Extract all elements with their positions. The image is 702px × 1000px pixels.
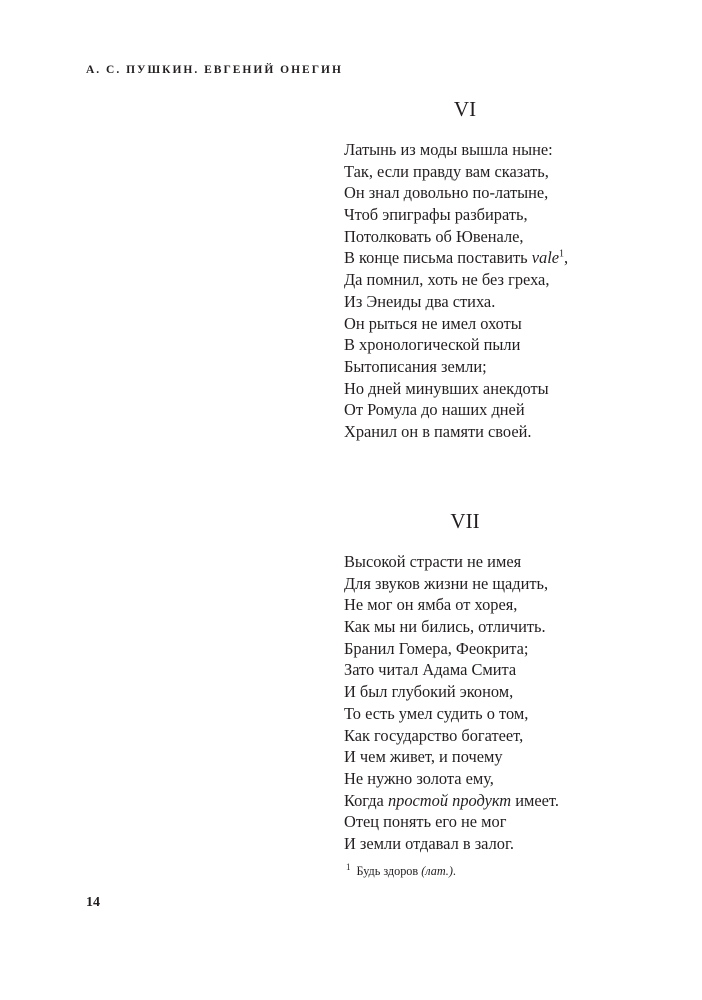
stanza-vii: [344, 508, 644, 855]
verse-line-end: имеет.: [511, 790, 559, 810]
verse-line: Он рыться не имел охоты: [344, 313, 522, 333]
verse-line-text: Когда: [344, 790, 388, 810]
footnote-italic: (лат.): [421, 864, 453, 878]
footnote-reference: 1: [559, 248, 565, 260]
verse-line: Он знал довольно по-латыне,: [344, 183, 549, 203]
verse-line: Хранил он в памяти своей.: [344, 421, 532, 441]
verse-line: Отец понять его не мог: [344, 812, 507, 832]
verse-line: И земли отдавал в залог.: [344, 833, 514, 853]
verse-line: Да помнил, хоть не без греха,: [344, 270, 550, 290]
italic-word: vale: [531, 248, 560, 268]
verse-line: Бранил Гомера, Феокрита;: [344, 638, 529, 658]
verse-line: Не нужно золота ему,: [344, 768, 494, 788]
verse-line: Но дней минувших анекдоты: [344, 378, 549, 398]
stanza-lines: [344, 139, 644, 443]
verse-line: [344, 790, 644, 812]
verse-line: Потолковать об Ювенале,: [344, 226, 524, 246]
page-number: 14: [86, 895, 100, 910]
verse-line: То есть умел судить о том,: [344, 703, 529, 723]
running-header: А. С. ПУШКИН. ЕВГЕНИЙ ОНЕГИН: [86, 64, 343, 76]
footnote: [346, 861, 456, 879]
stanza-number: VI: [453, 97, 477, 121]
verse-line: Бытописания земли;: [344, 356, 487, 376]
verse-line: Как государство богатеет,: [344, 725, 524, 745]
verse-line: И чем живет, и почему: [344, 747, 503, 767]
footnote-mark: 1: [346, 861, 351, 872]
stanza-number: VII: [450, 509, 480, 533]
footnote-text: Будь здоров: [356, 864, 422, 878]
verse-line: От Ромула до наших дней: [344, 400, 525, 420]
verse-line: Латынь из моды вышла ныне:: [344, 140, 553, 159]
verse-line-text: В конце письма поставить: [344, 248, 532, 268]
verse-line: Так, если правду вам сказать,: [344, 161, 549, 181]
verse-line: Зато читал Адама Смита: [344, 660, 517, 680]
italic-phrase: простой продукт: [387, 790, 512, 810]
verse-line-end: ,: [564, 248, 569, 268]
verse-line: Высокой страсти не имея: [344, 552, 522, 571]
footnote-end: .: [452, 864, 456, 878]
stanza-vi: [344, 96, 644, 443]
stanza-lines: [344, 551, 644, 855]
verse-line: И был глубокий эконом,: [344, 682, 514, 702]
verse-line: Для звуков жизни не щадить,: [344, 573, 549, 593]
verse-line: В хронологической пыли: [344, 335, 521, 355]
verse-line: Как мы ни бились, отличить.: [344, 617, 546, 637]
verse-line: Чтоб эпиграфы разбирать,: [344, 205, 528, 225]
verse-line: Из Энеиды два стиха.: [344, 291, 496, 311]
verse-line: [344, 247, 644, 269]
verse-line: Не мог он ямба от хорея,: [344, 595, 518, 615]
